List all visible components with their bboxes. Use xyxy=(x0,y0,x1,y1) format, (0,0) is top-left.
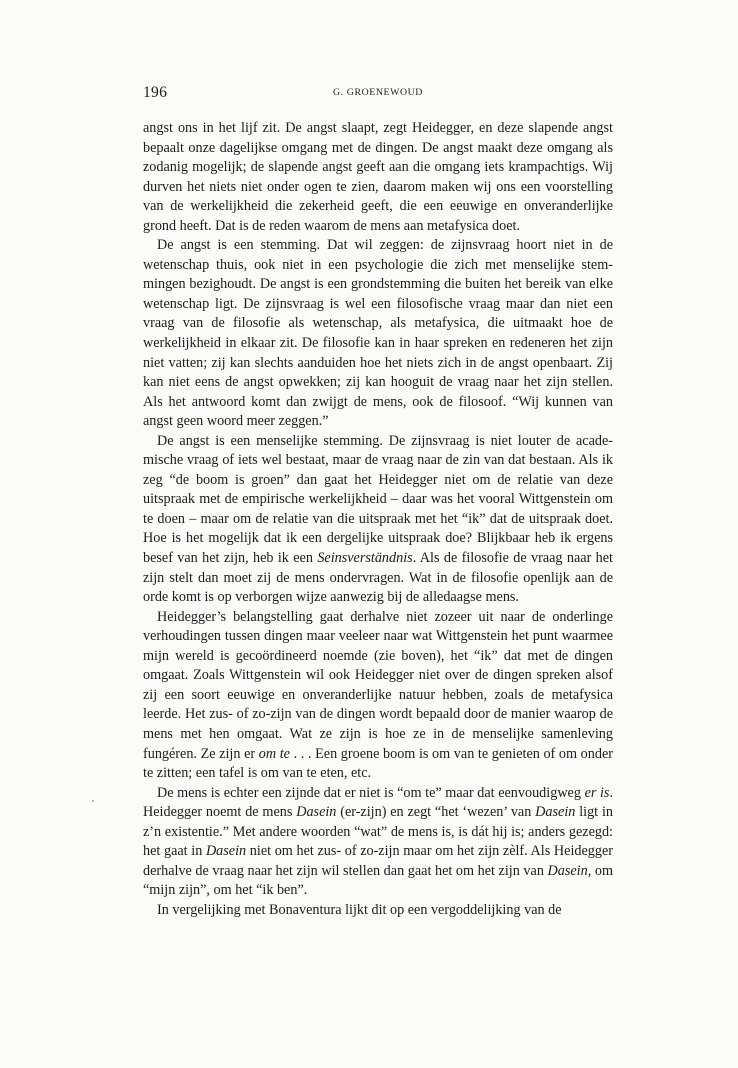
text-run: niet om het zus- of zo-zijn maar om het zijn zèlf. Als Heidegger derhalve de vraag naar het zijn wil stellen dan gaat het om het zijn van xyxy=(143,843,613,879)
italic-term: er is xyxy=(584,784,610,801)
text-run: De angst is een stemming. Dat wil zeggen: de zijnsvraag hoort niet in de wetenschap thuis, ook niet in een psychologie die zich met menselijke stemmingen bezighoudt. De angst is een grondstemming die buiten het bereik van elke wetenschap ligt. De zijnsvraag is wel een filosofische vraag maar dan niet een vraag van de filosofie als wetenschap, als metafysica, die uitmaakt hoe de werkelijkheid in elkaar zit. De filosofie kan in haar spreken en redeneren het zijn niet vatten; zij kan slechts aanduiden hoe het niets zich in de angst openbaart. Zij kan niet eens de angst opwekken; zij kan hooguit de vraag naar het zijn stellen. Als het antwoord komt dan zwijgt de mens, ook de filosoof. “Wij kunnen van angst geen woord meer zeggen.” xyxy=(143,237,613,430)
text-run: . Als de filosofie de vraag naar het zijn stelt dan moet zij de mens ondervragen. Wat in de filosofie openlijk aan de orde komt is op verborgen wijze aanwezig bij de alledaagse mens. xyxy=(143,550,613,606)
paragraph xyxy=(143,119,613,236)
paragraph xyxy=(143,236,613,431)
text-run: In vergelijking met Bonaventura lijkt dit op een vergoddelijking van de xyxy=(157,901,562,918)
italic-term: Dasein xyxy=(296,804,337,821)
text-run: . . . Een groene boom is om van te genieten of om onder te zitten; een tafel is om van te eten, etc. xyxy=(143,745,613,782)
page-number: 196 xyxy=(143,84,168,101)
text-run: angst ons in het lijf zit. De angst slaapt, zegt Heidegger, en deze slapende angst bepaalt onze dagelijkse omgang met de dingen. De angst maakt deze omgang als zodanig mogelijk; de slapende angst geeft aan die omgang iets krampachtigs. Wij durven het niets niet onder ogen te zien, daarom maken wij ons een voorstelling van de werkelijkheid die zekerheid geeft, die een eeuwige en onveranderlijke grond heeft. Dat is de reden waarom de mens aan metafysica doet. xyxy=(143,120,613,234)
text-run: om “mijn zijn”, om het “ik ben”. xyxy=(143,862,613,899)
body-text xyxy=(143,119,613,920)
italic-term: om te xyxy=(258,745,290,762)
paragraph xyxy=(143,784,613,901)
italic-term: Seinsverständnis xyxy=(317,550,413,567)
paragraph xyxy=(143,901,613,921)
paragraph xyxy=(143,608,613,784)
running-head xyxy=(143,84,613,106)
running-head-author: G. GROENEWOUD xyxy=(333,87,423,98)
italic-term: Dasein xyxy=(205,843,247,860)
margin-speck xyxy=(92,800,94,802)
page xyxy=(143,84,613,920)
italic-term: Dasein xyxy=(535,804,576,821)
text-run: ligt in z’n existentie.” Met andere woorden “wat” de mens is, is dát hij is; anders gezegd: het gaat in xyxy=(143,804,613,860)
text-run: Heidegger’s belangstelling gaat derhalve niet zozeer uit naar de onderlinge verhoudingen tussen dingen maar veeleer naar wat Wittgenstein het punt waarmee mijn wereld is gecoördineerd noemde (zie boven), het “ik” dat met de dingen omgaat. Zoals Wittgenstein wil ook Heidegger niet over de dingen spreken alsof zij een soort eeuwige en onveranderlijke natuur hebben, zoals de metafysica leerde. Het zus- of zo-zijn van de dingen wordt bepaald door de manier waarop de mens met hen omgaat. Wat ze zijn is hoe ze in de menselijke samenleving fungéren. Ze zijn er xyxy=(143,608,613,762)
text-run: . Heidegger noemt de mens xyxy=(143,784,613,821)
paragraph xyxy=(143,432,613,608)
text-run: (er-zijn) en zegt “het ‘wezen’ van xyxy=(336,804,536,821)
italic-term: Dasein, xyxy=(547,862,592,879)
text-run: De mens is echter een zijnde dat er niet is “om te” maar dat eenvoudigweg xyxy=(157,784,585,801)
text-run: De angst is een menselijke stemming. De zijnsvraag is niet louter de academische vraag of iets wel bestaat, maar de vraag naar de zin van dat bestaan. Als ik zeg “de boom is groen” dan gaat het Heidegger niet om de relatie van deze uitspraak met de empirische werkelijkheid – daar was het vooral Wittgenstein om te doen – maar om de relatie van die uitspraak met het “ik” dat de uitspraak doet. Hoe is het mogelijk dat ik een dergelijke uitspraak doe? Blijkbaar heb ik ergens besef van het zijn, heb ik een xyxy=(143,432,613,567)
